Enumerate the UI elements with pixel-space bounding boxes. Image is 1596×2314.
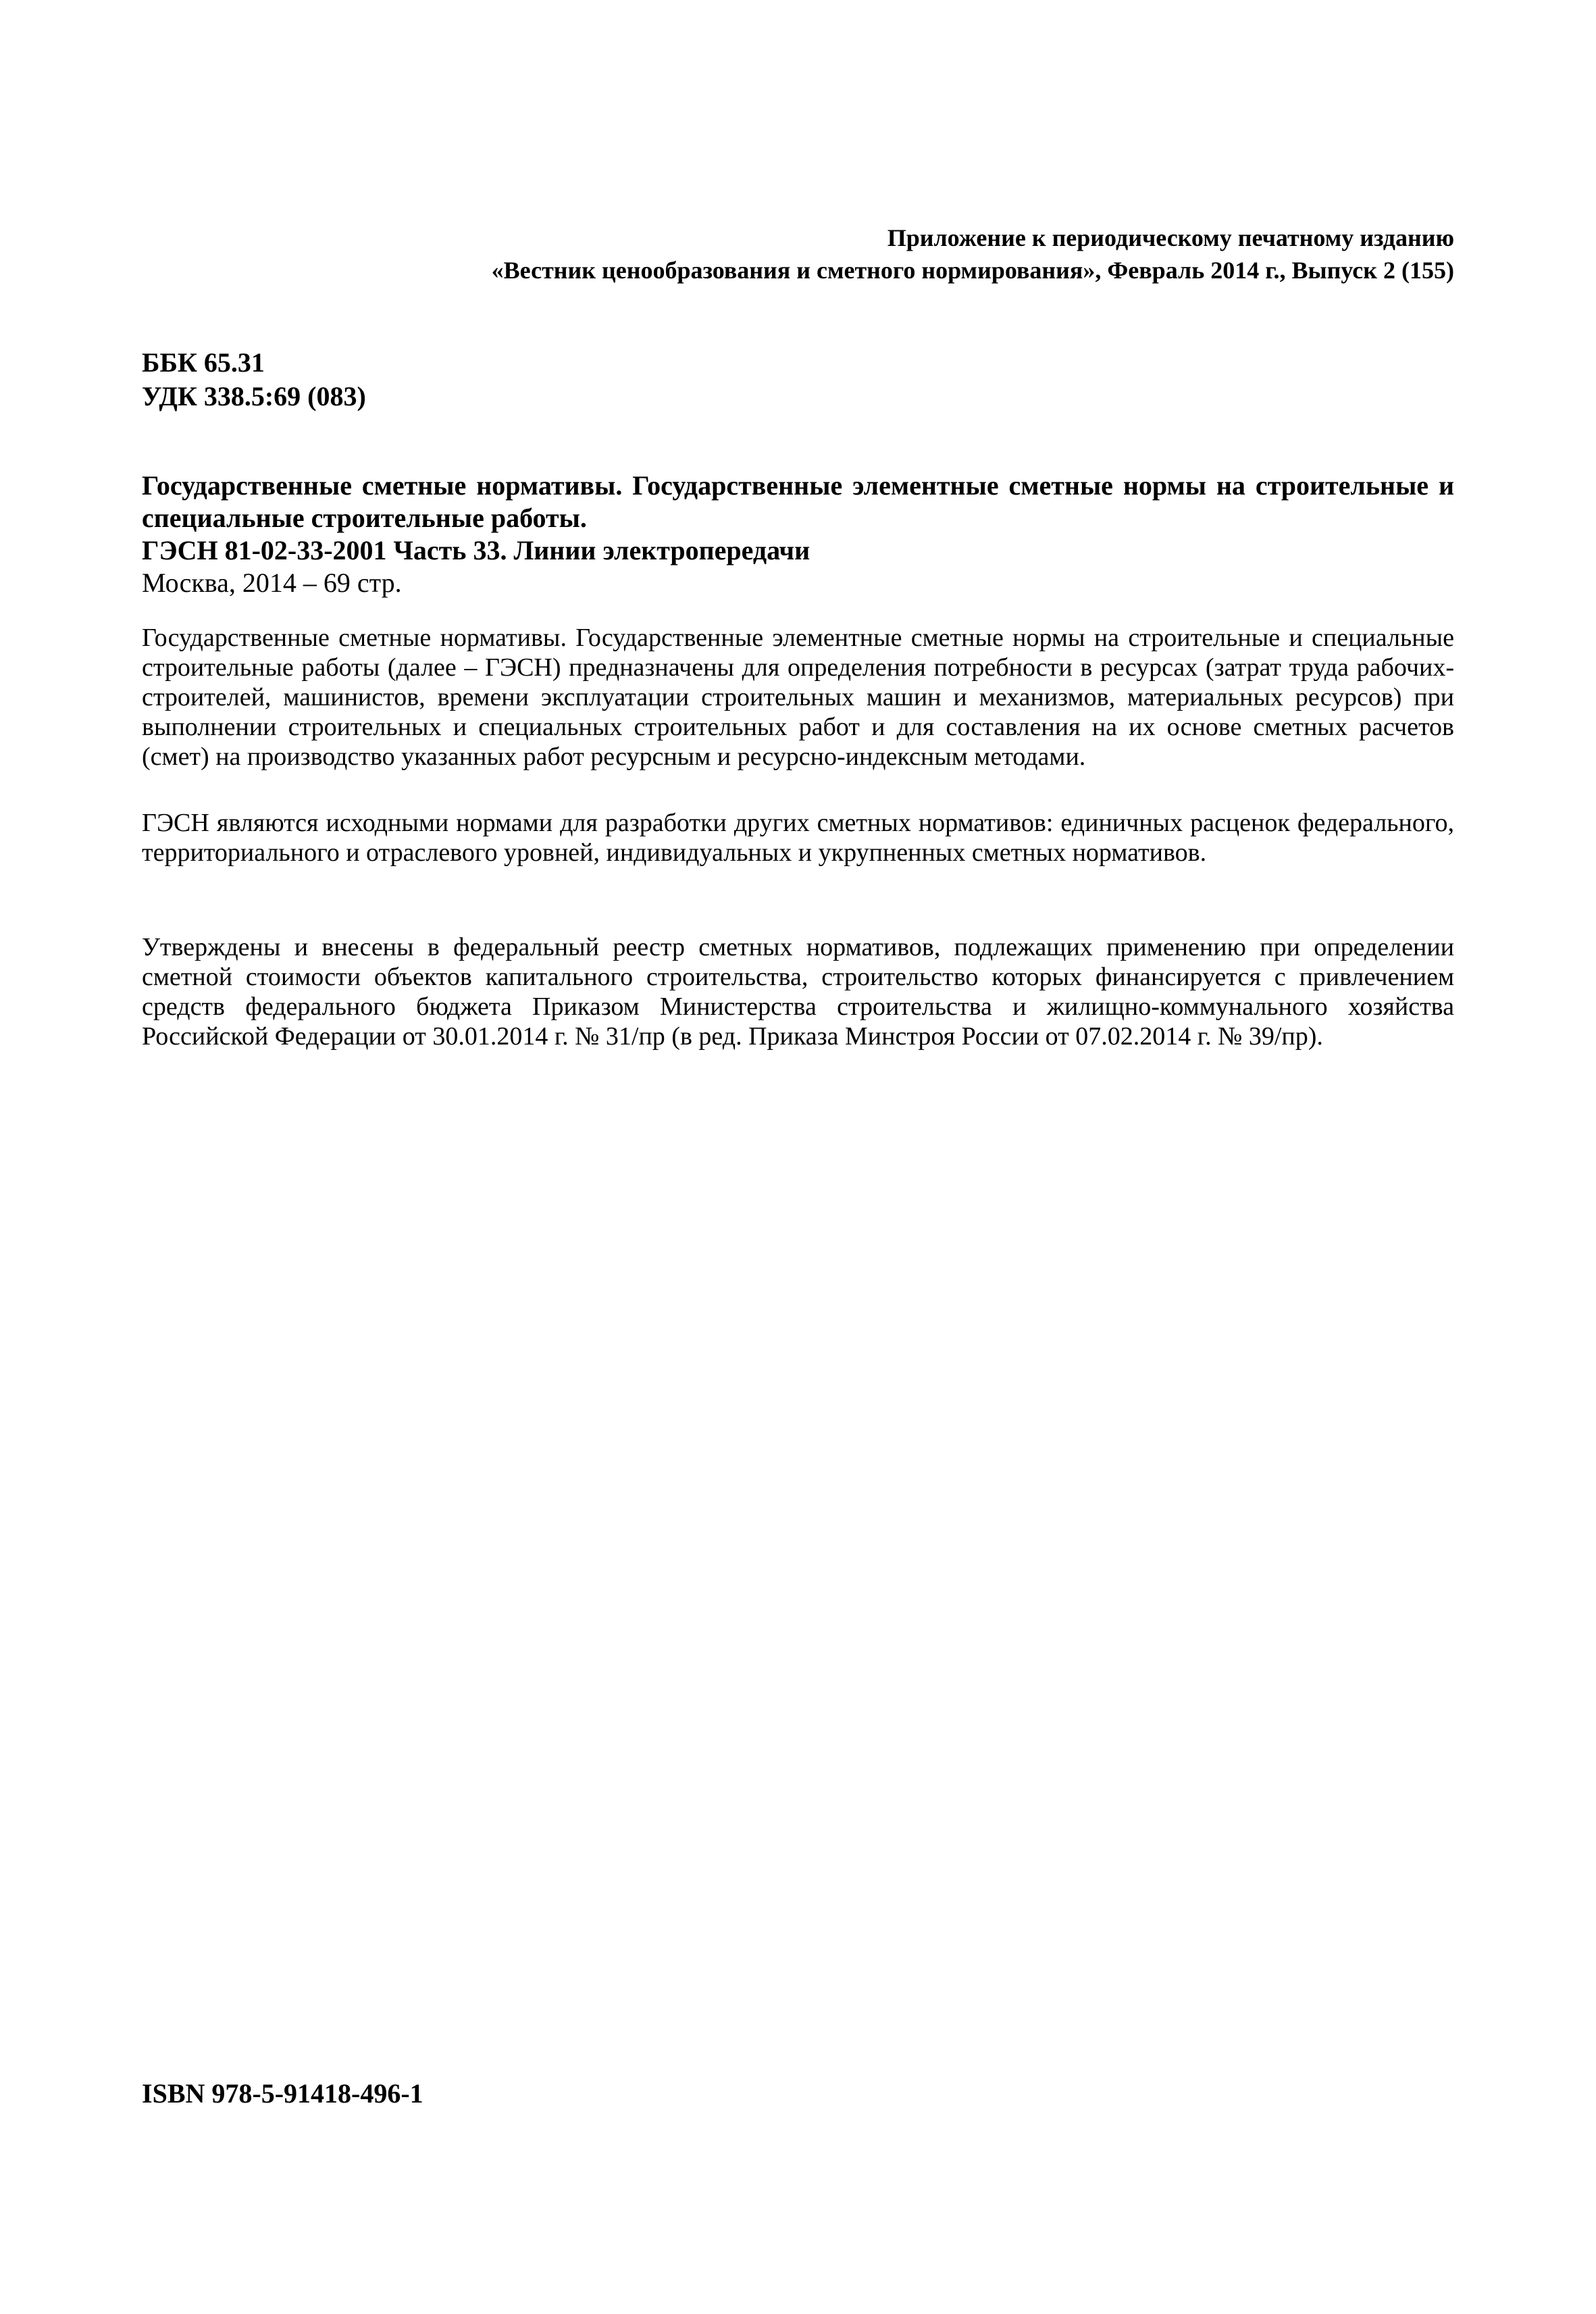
document-title: Государственные сметные нормативы. Государственные элементные сметные нормы на строительные и специальные строительные работы.: [142, 470, 1454, 533]
title-block: [142, 470, 1454, 599]
bbk-code: ББК 65.31: [142, 347, 265, 378]
document-subtitle: ГЭСН 81-02-33-2001 Часть 33. Линии электропередачи: [142, 535, 810, 565]
header-line-1: Приложение к периодическому печатному изданию: [887, 224, 1454, 251]
publication-place: Москва, 2014 – 69 стр.: [142, 568, 402, 598]
publication-header: [492, 222, 1454, 286]
classification-codes: [142, 346, 366, 413]
description-paragraph: Государственные сметные нормативы. Государственные элементные сметные нормы на строительные и специальные строительные работы (далее – ГЭСН) предназначены для определения потребности в ресурсах (затрат труда рабочих-строителей, машинистов, времени эксплуатации строительных машин и механизмов, материальных ресурсов) при выполнении строительных и специальных строительных работ и для составления на их основе сметных расчетов (смет) на производство указанных работ ресурсным и ресурсно-индексным методами.: [142, 624, 1454, 771]
approval-paragraph: Утверждены и внесены в федеральный реестр сметных нормативов, подлежащих применению при определении сметной стоимости объектов капитального строительства, строительство которых финансируется с привлечением средств федерального бюджета Приказом Министерства строительства и жилищно-коммунального хозяйства Российской Федерации от 30.01.2014 г. № 31/пр (в ред. Приказа Минстроя России от 07.02.2014 г. № 39/пр).: [142, 933, 1454, 1051]
purpose-paragraph: ГЭСН являются исходными нормами для разработки других сметных нормативов: единичных расценок федерального, территориального и отраслевого уровней, индивидуальных и укрупненных сметных нормативов.: [142, 809, 1454, 867]
isbn-number: ISBN 978-5-91418-496-1: [142, 2078, 423, 2109]
udk-code: УДК 338.5:69 (083): [142, 381, 366, 411]
header-line-2: «Вестник ценообразования и сметного нормирования», Февраль 2014 г., Выпуск 2 (155): [491, 257, 1454, 284]
